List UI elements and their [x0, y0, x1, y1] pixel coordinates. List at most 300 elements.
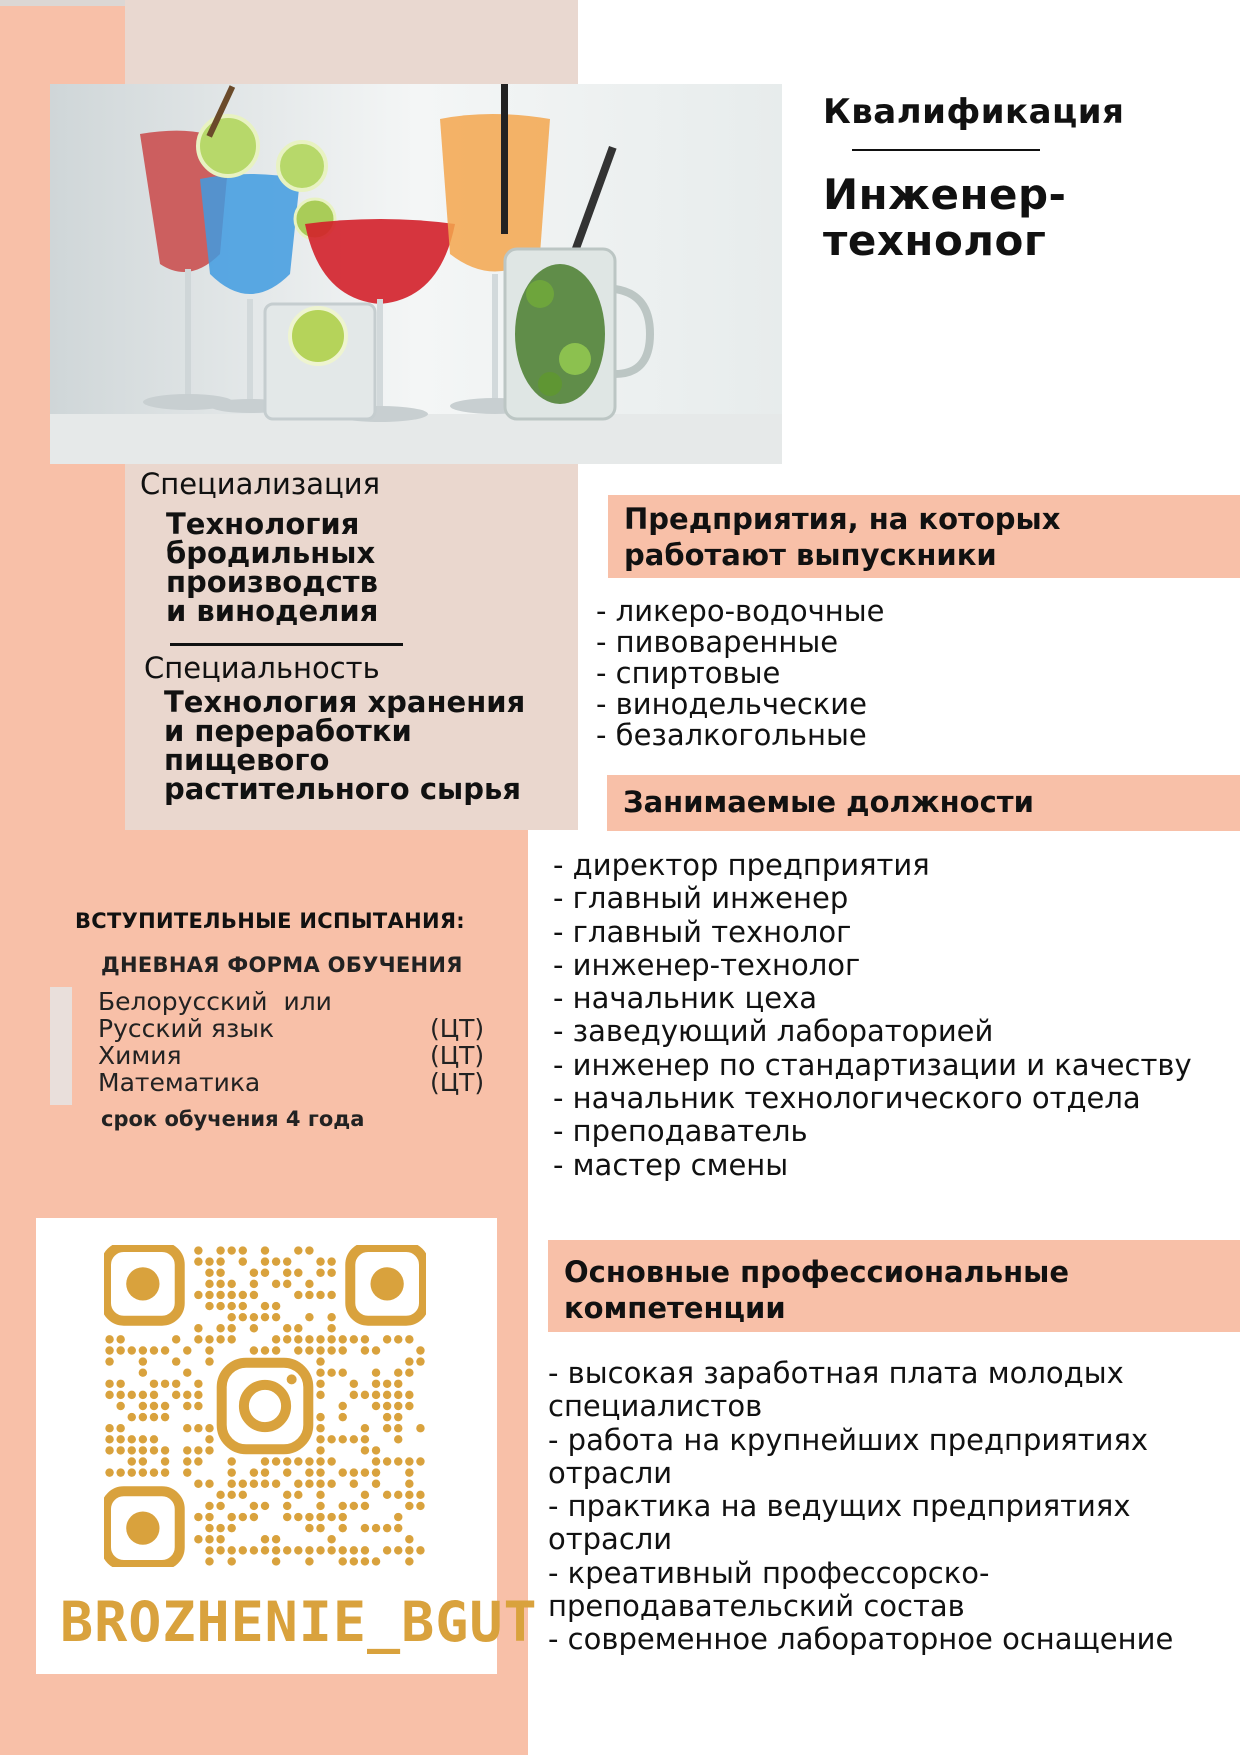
qr-dot	[261, 1457, 269, 1465]
qr-dot	[327, 1368, 335, 1376]
qr-dot	[227, 1280, 235, 1288]
qualification-divider	[852, 149, 1040, 151]
qr-dot	[227, 1557, 235, 1565]
qr-dot	[227, 1291, 235, 1299]
list-item: - мастер смены	[553, 1147, 789, 1182]
qr-dot	[339, 1346, 347, 1354]
qr-dot	[183, 1368, 191, 1376]
qr-dot	[227, 1491, 235, 1499]
qr-dot	[316, 1480, 324, 1488]
qr-dot	[316, 1424, 324, 1432]
qr-dot	[294, 1513, 302, 1521]
qr-dot	[150, 1391, 158, 1399]
qr-dot	[383, 1413, 391, 1421]
qr-dot	[150, 1380, 158, 1388]
qr-dot	[261, 1313, 269, 1321]
qr-dot	[205, 1513, 213, 1521]
exams-subjects	[98, 988, 498, 1096]
qr-dot	[383, 1335, 391, 1343]
instagram-qr-code[interactable]	[104, 1245, 426, 1567]
instagram-handle: BROZHENIE_BGUT	[60, 1590, 538, 1654]
qr-dot	[205, 1346, 213, 1354]
exam-subject-name: Математика	[98, 1068, 261, 1097]
qr-dot	[383, 1546, 391, 1554]
qr-dot	[339, 1557, 347, 1565]
qr-finder-dot	[126, 1267, 159, 1300]
qr-dot	[394, 1513, 402, 1521]
qr-dot	[272, 1535, 280, 1543]
qr-dot	[172, 1391, 180, 1399]
qualification-label: Квалификация	[823, 92, 1125, 132]
instagram-icon-dot	[287, 1374, 297, 1384]
list-item: - инженер-технолог	[553, 947, 861, 982]
qr-dot	[205, 1480, 213, 1488]
qr-dot	[316, 1502, 324, 1510]
qr-dot	[172, 1357, 180, 1365]
qr-dot	[294, 1335, 302, 1343]
top-left-strip	[0, 0, 125, 6]
exam-subject-row	[98, 1069, 498, 1096]
list-item: - современное лабораторное оснащение	[548, 1622, 1174, 1657]
qr-dot	[105, 1391, 113, 1399]
qr-dot	[316, 1357, 324, 1365]
qr-dot	[172, 1380, 180, 1388]
qr-dot	[205, 1357, 213, 1365]
specialization-title-line: производств	[166, 565, 378, 599]
qr-dot	[383, 1491, 391, 1499]
qr-dot	[139, 1457, 147, 1465]
qr-dot	[194, 1535, 202, 1543]
exams-study-form: ДНЕВНАЯ ФОРМА ОБУЧЕНИЯ	[101, 953, 463, 977]
qr-dot	[183, 1391, 191, 1399]
qr-dot	[394, 1391, 402, 1399]
qr-dot	[350, 1480, 358, 1488]
qr-dot	[283, 1546, 291, 1554]
qr-dot	[272, 1313, 280, 1321]
qr-dot	[316, 1257, 324, 1265]
qr-dot	[216, 1269, 224, 1277]
qr-dot	[161, 1346, 169, 1354]
qr-dot	[216, 1491, 224, 1499]
qr-dot	[305, 1457, 313, 1465]
list-item: - заведующий лабораторией	[553, 1014, 994, 1049]
qr-dot	[294, 1457, 302, 1465]
qr-dot	[316, 1335, 324, 1343]
list-item: - практика на ведущих предприятиях отрасли	[548, 1489, 1131, 1557]
qr-dot	[316, 1269, 324, 1277]
list-item: - спиртовые	[596, 656, 781, 690]
qr-dot	[294, 1546, 302, 1554]
qr-dot	[327, 1435, 335, 1443]
qr-dot	[261, 1246, 269, 1254]
qr-dot	[139, 1413, 147, 1421]
qr-dot	[216, 1524, 224, 1532]
qr-dot	[116, 1424, 124, 1432]
qr-dot	[272, 1302, 280, 1310]
qr-dot	[405, 1491, 413, 1499]
qr-dot	[339, 1513, 347, 1521]
qr-dot	[250, 1480, 258, 1488]
exam-subject-row	[98, 1015, 498, 1042]
qr-dot	[316, 1446, 324, 1454]
qr-dot	[394, 1435, 402, 1443]
qr-dot	[183, 1346, 191, 1354]
qr-dot	[361, 1491, 369, 1499]
qr-dot	[283, 1468, 291, 1476]
qr-dot	[216, 1257, 224, 1265]
qr-finder-dot	[126, 1511, 159, 1544]
qr-dot	[372, 1557, 380, 1565]
qr-dot	[350, 1468, 358, 1476]
qr-dot	[394, 1491, 402, 1499]
qualification-title	[823, 172, 1066, 264]
qr-dot	[105, 1335, 113, 1343]
qr-dot	[250, 1346, 258, 1354]
qr-dot	[383, 1524, 391, 1532]
qr-dot	[294, 1480, 302, 1488]
qr-dot	[405, 1335, 413, 1343]
qr-dot	[227, 1335, 235, 1343]
qr-dot	[194, 1380, 202, 1388]
qr-dot	[128, 1391, 136, 1399]
list-item: - безалкогольные	[596, 718, 867, 752]
enterprises-list	[596, 596, 885, 751]
qr-dot	[128, 1457, 136, 1465]
qr-dot	[128, 1446, 136, 1454]
qr-dot	[139, 1346, 147, 1354]
qr-dot	[205, 1557, 213, 1565]
enterprises-header	[608, 495, 1240, 578]
qr-dot	[327, 1535, 335, 1543]
qr-dot	[128, 1346, 136, 1354]
qr-dot	[261, 1535, 269, 1543]
qr-dot	[105, 1446, 113, 1454]
qr-dot	[327, 1335, 335, 1343]
qr-dot	[161, 1402, 169, 1410]
qr-dot	[272, 1280, 280, 1288]
speciality-title-line: Технология хранения	[164, 685, 526, 719]
qr-dot	[405, 1557, 413, 1565]
qr-dot	[316, 1435, 324, 1443]
qr-dot	[183, 1468, 191, 1476]
qr-dot	[405, 1368, 413, 1376]
qr-dot	[272, 1346, 280, 1354]
qr-dot	[272, 1480, 280, 1488]
qr-dot	[372, 1402, 380, 1410]
qr-dot	[305, 1246, 313, 1254]
qr-dot	[261, 1502, 269, 1510]
qr-dot	[305, 1346, 313, 1354]
qr-dot	[294, 1346, 302, 1354]
qr-dot	[394, 1335, 402, 1343]
qr-dot	[405, 1457, 413, 1465]
qr-dot	[261, 1468, 269, 1476]
qr-dot	[316, 1380, 324, 1388]
qr-dot	[150, 1468, 158, 1476]
qr-dot	[361, 1557, 369, 1565]
qr-dot	[372, 1391, 380, 1399]
qr-dot	[128, 1413, 136, 1421]
qr-dot	[272, 1546, 280, 1554]
qr-dot	[216, 1335, 224, 1343]
qr-dot	[416, 1546, 424, 1554]
qr-dot	[139, 1357, 147, 1365]
qr-dot	[194, 1402, 202, 1410]
qr-dot	[205, 1524, 213, 1532]
qr-dot	[327, 1291, 335, 1299]
qr-dot	[128, 1468, 136, 1476]
qr-dot	[283, 1457, 291, 1465]
exam-subject-name: Русский язык	[98, 1014, 275, 1043]
qr-dot	[283, 1491, 291, 1499]
qr-dot	[372, 1446, 380, 1454]
qr-dot	[316, 1546, 324, 1554]
qr-dot	[194, 1324, 202, 1332]
qr-dot	[327, 1513, 335, 1521]
qr-dot	[283, 1269, 291, 1277]
qr-dot	[205, 1502, 213, 1510]
qr-dot	[316, 1346, 324, 1354]
exams-title: ВСТУПИТЕЛЬНЫЕ ИСПЫТАНИЯ:	[75, 909, 466, 933]
qr-dot	[205, 1302, 213, 1310]
qr-dot	[416, 1357, 424, 1365]
qr-dot	[405, 1468, 413, 1476]
qr-dot	[416, 1502, 424, 1510]
qr-dot	[394, 1546, 402, 1554]
qr-dot	[194, 1257, 202, 1265]
speciality-title-line: пищевого	[164, 743, 330, 777]
list-item: - начальник цеха	[553, 981, 818, 1016]
qr-dot	[216, 1535, 224, 1543]
qr-dot	[327, 1480, 335, 1488]
qr-dot	[161, 1413, 169, 1421]
qr-dot	[416, 1424, 424, 1432]
qr-dot	[250, 1269, 258, 1277]
qr-dot	[405, 1535, 413, 1543]
qr-dot	[261, 1480, 269, 1488]
enterprises-header-line: Предприятия, на которых	[624, 502, 1061, 536]
qr-dot	[227, 1468, 235, 1476]
qr-dot	[372, 1457, 380, 1465]
qr-dot	[183, 1424, 191, 1432]
qr-dot	[172, 1335, 180, 1343]
qr-dot	[383, 1380, 391, 1388]
qr-dot	[405, 1502, 413, 1510]
qr-dot	[194, 1291, 202, 1299]
qr-dot	[405, 1480, 413, 1488]
qr-dot	[227, 1524, 235, 1532]
qr-dot	[361, 1391, 369, 1399]
qr-dot	[205, 1546, 213, 1554]
positions-header: Занимаемые должности	[607, 775, 1240, 831]
exam-subject-name: Белорусский или	[98, 987, 332, 1016]
qr-dot	[227, 1546, 235, 1554]
qr-dot	[361, 1435, 369, 1443]
qr-dot	[283, 1257, 291, 1265]
study-term: срок обучения 4 года	[101, 1107, 365, 1131]
qr-dot	[339, 1524, 347, 1532]
qr-dot	[194, 1457, 202, 1465]
qr-dot	[372, 1524, 380, 1532]
qr-dot	[339, 1335, 347, 1343]
qr-dot	[350, 1380, 358, 1388]
qr-dot	[150, 1435, 158, 1443]
qr-dot	[372, 1480, 380, 1488]
qr-dot	[216, 1280, 224, 1288]
qr-dot	[205, 1257, 213, 1265]
qr-dot	[294, 1324, 302, 1332]
qr-dot	[405, 1402, 413, 1410]
competencies-header-line: компетенции	[564, 1291, 786, 1325]
qr-dot	[183, 1446, 191, 1454]
qr-dot	[194, 1424, 202, 1432]
qr-dot	[394, 1457, 402, 1465]
qr-dot	[316, 1513, 324, 1521]
qr-dot	[239, 1513, 247, 1521]
qr-dot	[372, 1468, 380, 1476]
list-item: - главный технолог	[553, 914, 852, 949]
qr-dot	[361, 1335, 369, 1343]
qr-dot	[305, 1335, 313, 1343]
qr-dot	[272, 1457, 280, 1465]
qr-dot	[139, 1391, 147, 1399]
list-item: - высокая заработная плата молодых специалистов	[548, 1356, 1124, 1424]
qr-dot	[316, 1524, 324, 1532]
qr-dot	[350, 1391, 358, 1399]
qr-dot	[272, 1257, 280, 1265]
qr-dot	[150, 1413, 158, 1421]
qr-dot	[116, 1435, 124, 1443]
qr-dot	[239, 1480, 247, 1488]
qr-dot	[227, 1246, 235, 1254]
qr-dot	[139, 1402, 147, 1410]
qr-dot	[383, 1457, 391, 1465]
speciality-title-line: растительного сырья	[164, 772, 521, 806]
qr-dot	[383, 1391, 391, 1399]
qr-dot	[283, 1513, 291, 1521]
qr-dot	[383, 1402, 391, 1410]
qr-dot	[183, 1402, 191, 1410]
list-item: - инженер по стандартизации и качеству	[553, 1047, 1192, 1082]
list-item: - ликеро-водочные	[596, 594, 885, 628]
qr-dot	[316, 1491, 324, 1499]
qr-dot	[205, 1335, 213, 1343]
qr-dot	[283, 1280, 291, 1288]
qr-dot	[116, 1391, 124, 1399]
qr-dot	[250, 1313, 258, 1321]
instagram-icon-frame	[222, 1363, 309, 1450]
qr-dot	[361, 1446, 369, 1454]
qr-dot	[250, 1546, 258, 1554]
qr-dot	[316, 1468, 324, 1476]
qr-dot	[227, 1324, 235, 1332]
specialization-title	[166, 507, 516, 628]
qr-dot	[216, 1502, 224, 1510]
qr-dot	[305, 1513, 313, 1521]
qr-dot	[261, 1346, 269, 1354]
qr-dot	[239, 1291, 247, 1299]
qr-dot	[339, 1546, 347, 1554]
qr-dot	[305, 1291, 313, 1299]
qr-dot	[161, 1457, 169, 1465]
qr-dot	[361, 1546, 369, 1554]
qr-dot	[150, 1346, 158, 1354]
speciality-label: Специальность	[144, 651, 380, 685]
qr-dot	[261, 1257, 269, 1265]
qr-dot	[372, 1346, 380, 1354]
qr-dot	[205, 1535, 213, 1543]
qr-dot	[383, 1424, 391, 1432]
qr-dot	[227, 1302, 235, 1310]
qr-dot	[394, 1402, 402, 1410]
qr-dot	[305, 1313, 313, 1321]
cocktails-illustration	[50, 84, 782, 464]
qr-dot	[305, 1557, 313, 1565]
list-item: - работа на крупнейших предприятиях отрасли	[548, 1422, 1149, 1490]
qr-dot	[316, 1368, 324, 1376]
qr-dot	[305, 1480, 313, 1488]
qr-dot	[116, 1468, 124, 1476]
qr-dot	[405, 1391, 413, 1399]
qr-dot	[327, 1324, 335, 1332]
qr-dot	[105, 1380, 113, 1388]
competencies-header-line: Основные профессиональные	[564, 1255, 1070, 1289]
qr-dot	[327, 1346, 335, 1354]
qr-dot	[350, 1557, 358, 1565]
qr-dot	[272, 1335, 280, 1343]
competencies-header	[548, 1240, 1240, 1332]
instagram-icon-lens	[244, 1385, 286, 1427]
qr-dot	[183, 1457, 191, 1465]
qr-dot	[261, 1269, 269, 1277]
qr-dot	[394, 1413, 402, 1421]
qr-dot	[205, 1424, 213, 1432]
qr-dot	[305, 1280, 313, 1288]
qr-dot	[139, 1435, 147, 1443]
qr-dot	[327, 1269, 335, 1277]
list-item: - винодельческие	[596, 687, 867, 721]
speciality-title	[164, 685, 564, 806]
qr-finder-dot	[370, 1267, 403, 1300]
qr-dot	[250, 1324, 258, 1332]
cocktails-photo	[50, 84, 782, 464]
competencies-list	[548, 1357, 1228, 1657]
qr-dot	[272, 1557, 280, 1565]
qr-dot	[416, 1457, 424, 1465]
qr-dot	[316, 1291, 324, 1299]
qr-dot	[250, 1502, 258, 1510]
positions-list	[553, 849, 1233, 1182]
qr-dot	[250, 1468, 258, 1476]
qr-dot	[105, 1468, 113, 1476]
qr-dot	[227, 1313, 235, 1321]
qr-dot	[239, 1491, 247, 1499]
qr-dot	[227, 1457, 235, 1465]
qr-dot	[216, 1546, 224, 1554]
qualification-title-line: Инженер-	[823, 170, 1067, 219]
qr-dot	[350, 1546, 358, 1554]
qr-dot	[261, 1302, 269, 1310]
qr-dot	[294, 1491, 302, 1499]
specialization-title-line: бродильных	[166, 536, 376, 570]
list-item: - начальник технологического отдела	[553, 1081, 1141, 1116]
speciality-title-line: и переработки	[164, 714, 412, 748]
qr-dot	[194, 1246, 202, 1254]
list-item: - главный инженер	[553, 881, 849, 916]
qr-dot	[294, 1246, 302, 1254]
qr-dot	[116, 1402, 124, 1410]
qr-dot	[394, 1424, 402, 1432]
